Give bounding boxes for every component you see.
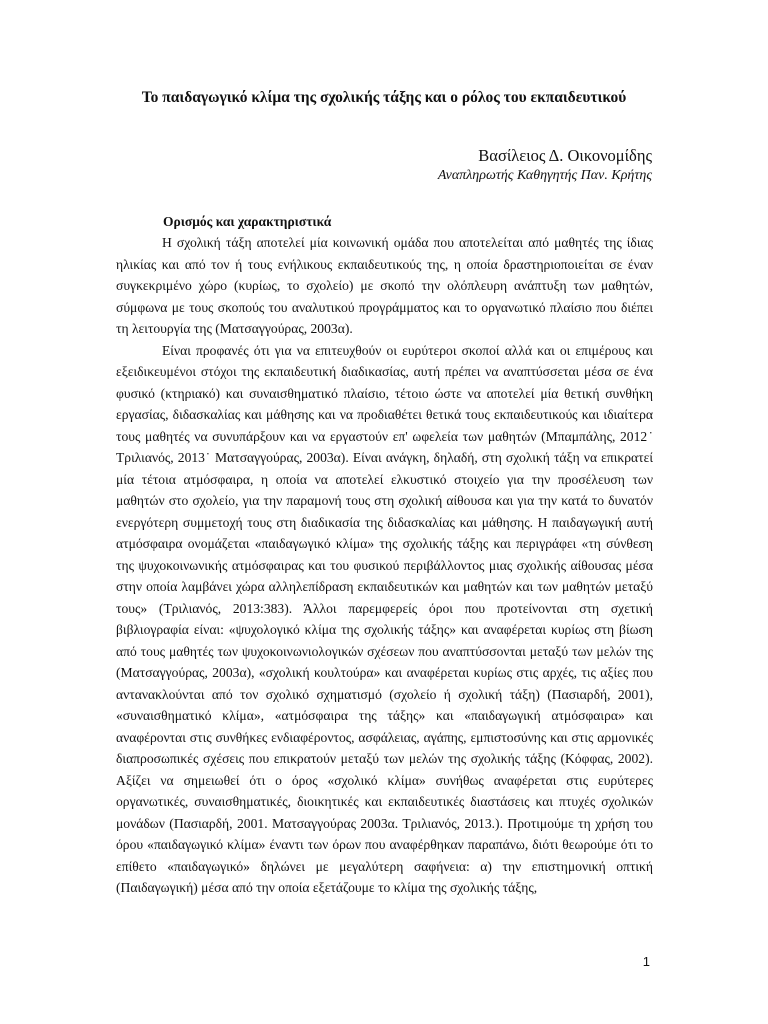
document-title: Το παιδαγωγικό κλίμα της σχολικής τάξης και ο ρόλος του εκπαιδευτικού <box>141 89 627 106</box>
author-affiliation: Αναπληρωτής Καθηγητής Παν. Κρήτης <box>437 168 652 183</box>
paragraph: Η σχολική τάξη αποτελεί μία κοινωνική ομάδα που αποτελείται από μαθητές της ίδιας ηλικίας και από τον ή τους ενήλικους εκπαιδευτικούς της, η οποία δραστηριοποιείται σε έναν συγκεκριμένο χώρο (κυρίως, το σχολείο) με σκοπό την ολόπλευρη ανάπτυξη των μαθητών, σύμφωνα με τους σκοπούς του αναλυτικού προγράμματος και το οργανωτικό πλαίσιο που διέπει τη λειτουργία της (Ματσαγγούρας, 2003α). <box>116 235 653 336</box>
body-text <box>116 232 653 899</box>
author-name: Βασίλειος Δ. Οικονομίδης <box>478 146 652 165</box>
page-number: 1 <box>642 954 650 969</box>
paragraph: Είναι προφανές ότι για να επιτευχθούν οι ευρύτεροι σκοποί αλλά και οι επιμέρους και εξειδικευμένοι στόχοι της εκπαιδευτική διαδικασίας, αυτή πρέπει να αναπτύσσεται μέσα σε ένα φυσικό (κτηριακό) και συναισθηματικό πλαίσιο, τέτοιο ώστε να αποτελεί μία θετική συνθήκη εργασίας, διδασκαλίας και μάθησης και να προδιαθέτει θετικά τους εκπαιδευτικούς και ιδιαίτερα τους μαθητές να συνυπάρξουν και να εργαστούν επ' ωφελεία των μαθητών (Μπαμπάλης, 2012˙ Τριλιανός, 2013˙ Ματσαγγούρας, 2003α). Είναι ανάγκη, δηλαδή, στη σχολική τάξη να επικρατεί μία τέτοια ατμόσφαιρα, η οποία να αποτελεί ελκυστικό στοιχείο για την προσέλευση των μαθητών στο σχολείο, για την παραμονή τους στη σχολική αίθουσα και για την κατά το δυνατόν ενεργότερη συμμετοχή τους στη διαδικασία της διδασκαλίας και μάθησης. Η παιδαγωγική αυτή ατμόσφαιρα ονομάζεται «παιδαγωγικό κλίμα» της σχολικής τάξης και περιγράφει «τη σύνθεση της ψυχοκοινωνικής ατμόσφαιρας και του φυσικού περιβάλλοντος μιας σχολικής αίθουσας μέσα στην οποία λαμβάνει χώρα αλληλεπίδραση εκπαιδευτικών και μαθητών και των μαθητών μεταξύ τους» (Τριλιανός, 2013:383). Άλλοι παρεμφερείς όροι που προτείνονται στη σχετική βιβλιογραφία είναι: «ψυχολογικό κλίμα της σχολικής τάξης» και αναφέρεται κυρίως στη βίωση από τους μαθητές των ψυχοκοινωνιολογικών σχέσεων που αναπτύσσονται μεταξύ των μελών της (Ματσαγγούρας, 2003α), «σχολική κουλτούρα» και αναφέρεται κυρίως στις αρχές, τις αξίες που αντανακλούνται από τον σχολικό σχηματισμό (σχολείο ή σχολική τάξη) (Πασιαρδή, 2001), «συναισθηματικό κλίμα», «ατμόσφαιρα της τάξης» και «παιδαγωγική ατμόσφαιρα» και αναφέρονται στις συνθήκες ενδιαφέροντος, ασφάλειας, αγάπης, εμπιστοσύνης και στις αρμονικές διαπροσωπικές σχέσεις που επικρατούν μεταξύ των μελών της σχολικής τάξης (Κόφφας, 2002). Αξίζει να σημειωθεί ότι ο όρος «σχολικό κλίμα» συνήθως αναφέρεται στις ευρύτερες οργανωτικές, συναισθηματικές, διοικητικές και εκπαιδευτικές διαστάσεις και πτυχές σχολικών μονάδων (Πασιαρδή, 2001. Ματσαγγούρας 2003α. Τριλιανός, 2013.). Προτιμούμε τη χρήση του όρου «παιδαγωγικό κλίμα» έναντι των όρων που αναφέρθηκαν παραπάνω, διότι θεωρούμε ότι το επίθετο «παιδαγωγικό» δηλώνει με μεγαλύτερη σαφήνεια: α) την επιστημονική οπτική (Παιδαγωγική) μέσα από την οποία εξετάζουμε το κλίμα της σχολικής τάξης, <box>116 342 653 895</box>
section-heading: Ορισμός και χαρακτηριστικά <box>163 214 332 229</box>
